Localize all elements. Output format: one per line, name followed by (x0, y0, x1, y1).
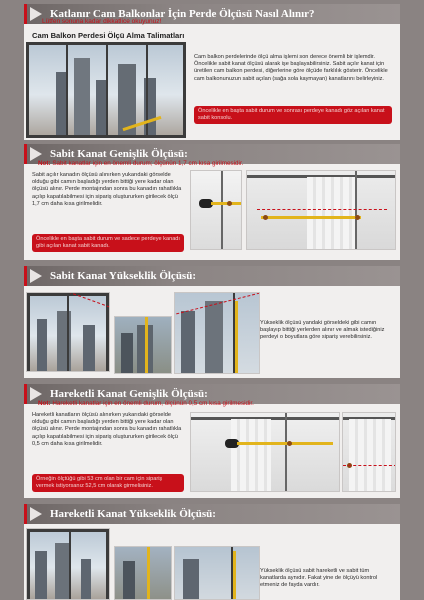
section4-photo-b (114, 546, 172, 600)
page-subtitle: Lütfen sonuna kadar dikkatlice okuyunuz! (42, 18, 162, 25)
intro-card (24, 18, 400, 140)
intro-highlight: Öncelikle en başta sabit durum ve sonrası perdeye kanadı göz açılan kanat sabit konsolu. (194, 106, 392, 124)
section1-photo-left (190, 170, 242, 250)
section3-highlight: Örneğin ölçtüğü gibi 53 cm olan bir cam için sipariş vermek istiyorsanız 52,5 cm olarak girmelisiniz. (32, 474, 184, 492)
triangle-marker-icon (30, 269, 42, 283)
section2-title: Sabit Kanat Yükseklik Ölçüsü: (50, 270, 196, 282)
section3-title: Hareketli Kanat Genişlik Ölçüsü: (50, 388, 208, 400)
section1-note: Not: Sabit kanatlar için en önemli durum; ölçünün 1,7 cm kısa girilmesidir. (38, 160, 244, 167)
accent-bar (24, 4, 27, 24)
section4-title: Hareketli Kanat Yükseklik Ölçüsü: (50, 508, 216, 520)
section3-card (24, 400, 400, 498)
section1-highlight: Öncelikle en başta sabit durum ve sadece perdeye kanadı gibi açılan kanat sabit kanadı. (32, 234, 184, 252)
section4-banner (24, 504, 400, 524)
triangle-marker-icon (30, 7, 42, 21)
section1-text: Sabit açılır kanadın ölçüsü alınırken yukarıdaki görselde olduğu gibi camın başladığı yerden bittiği yere kadar olan ölçüsü alınır. Perde montajından sonra bu kanadın rahatlıkla açılıp kapatılabilmesi için sipariş oluştururken girilecek ölçü 1,7 cm daha kısa girilmelidir. (32, 172, 182, 207)
section2-photo-b (114, 316, 172, 374)
section2-card (24, 286, 400, 378)
section4-photo-c (174, 546, 260, 600)
section3-photo-left (190, 412, 340, 492)
section4-photo-a (26, 528, 110, 600)
intro-text: Cam balkon perdelerinde ölçü alma işlemi son derece önemli bir işlemdir. Öncelikle sabit kanat ölçüsü alarak işe başlayabilirsiniz. Sabit açılır kanat için üretilen cam balkon perdesi, diğerlerine göre ölçüde farklılık gösterir. Öncelikle cam balkonunuzun sabit açılan (sağa sola kaymayan) kanatlarını belirleyiniz. (194, 54, 388, 82)
section2-photo-a (26, 292, 110, 372)
triangle-marker-icon (30, 387, 42, 401)
triangle-marker-icon (30, 507, 42, 521)
intro-photo (26, 42, 186, 138)
section2-banner (24, 266, 400, 286)
section2-text: Yükseklik ölçüsü yandaki görseldeki gibi camın başlayıp bittiği yerlerden alınır ve almak istediğiniz perdeyi o boyutlara göre sipariş verebilirsiniz. (260, 320, 385, 341)
section1-card (24, 160, 400, 260)
section1-photo-right (246, 170, 396, 250)
section3-note: Not: Hareketli kanatlar için en önemli durum, ölçünün 0,5 cm kısa girilmesidir. (38, 400, 254, 407)
intro-heading: Cam Balkon Perdesi Ölçü Alma Talimatları (32, 31, 185, 40)
section4-text: Yükseklik ölçüsü sabit hareketli ve sabit tüm kanatlarda aynıdır. Fakat yine de ölçüyü kontrol etmeniz de fayda vardır. (260, 568, 378, 589)
section2-photo-c (174, 292, 260, 374)
section1-title: Sabit Kanat Genişlik Ölçüsü: (50, 148, 188, 160)
triangle-marker-icon (30, 147, 42, 161)
section4-card (24, 524, 400, 600)
page-title: Katlanır Cam Balkonlar İçin Perde Ölçüsü Nasıl Alınır? (50, 8, 315, 20)
section3-photo-right (342, 412, 396, 492)
section3-text: Hareketli kanatların ölçüsü alınırken yukarıdaki görselde olduğu gibi camın başladığı yerden bittiği yere kadar olan ölçüsü alınır. Perde montajından sonra bu kanadın rahatlıkla açılıp kapatılabilmesi için sipariş oluştururken girilecek ölçü 0,5 cm daha kısa girilmelidir. (32, 412, 182, 447)
